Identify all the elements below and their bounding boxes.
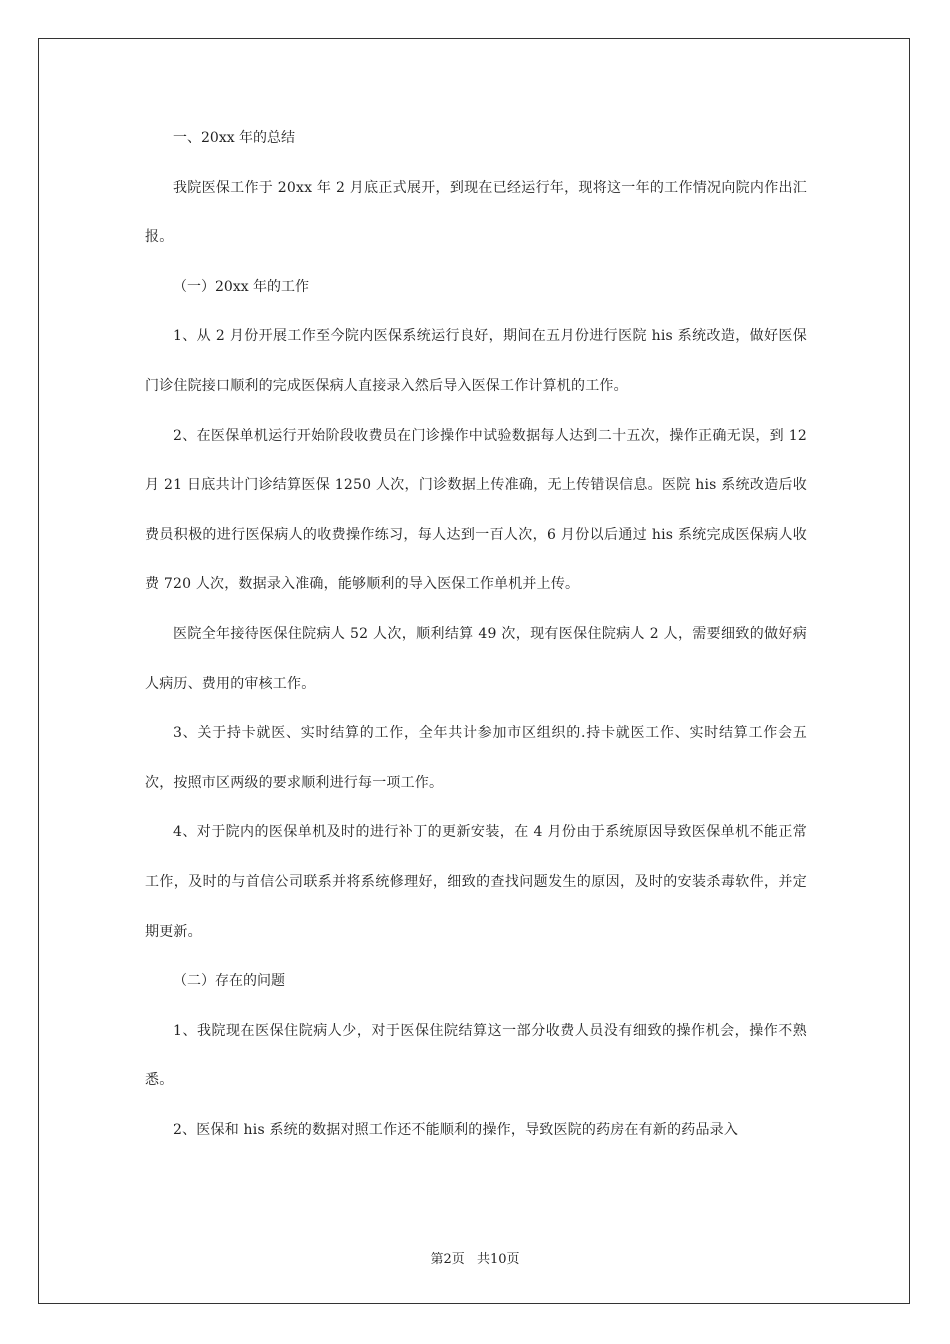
document-body — [145, 114, 807, 1155]
subsection-heading: （二）存在的问题 — [173, 973, 285, 990]
paragraph: 3、关于持卡就医、实时结算的工作，全年共计参加市区组织的.持卡就医工作、实时结算工作会五次，按照市区两级的要求顺利进行每一项工作。 — [145, 725, 807, 791]
paragraph: 医院全年接待医保住院病人 52 人次，顺利结算 49 次，现有医保住院病人 2 人，需要细致的做好病人病历、费用的审核工作。 — [145, 625, 807, 692]
paragraph: 2、医保和 his 系统的数据对照工作还不能顺利的操作，导致医院的药房在有新的药品录入 — [173, 1121, 739, 1138]
paragraph: 1、从 2 月份开展工作至今院内医保系统运行良好，期间在五月份进行医院 his 系统改造，做好医保门诊住院接口顺利的完成医保病人直接录入然后导入医保工作计算机的工作。 — [145, 328, 807, 394]
page-total: 共10页 — [476, 1252, 520, 1267]
page-number: 第2页 — [430, 1252, 465, 1267]
paragraph: 我院医保工作于 20xx 年 2 月底正式展开，到现在已经运行年，现将这一年的工作情况向院内作出汇报。 — [145, 179, 807, 246]
paragraph: 2、在医保单机运行开始阶段收费员在门诊操作中试验数据每人达到二十五次，操作正确无误，到 12 月 21 日底共计门诊结算医保 1250 人次，门诊数据上传准确，无上传错误信息。医院 his 系统改造后收费员积极的进行医保病人的收费操作练习，每人达到一百人次，6 月份以后通过 his 系统完成医保病人收费 720 人次，数据录入准确，能够顺利的导入医保工作单机并上传。 — [145, 427, 807, 593]
subsection-heading: （一）20xx 年的工作 — [173, 278, 310, 295]
page-footer — [0, 1248, 950, 1267]
paragraph: 4、对于院内的医保单机及时的进行补丁的更新安装，在 4 月份由于系统原因导致医保单机不能正常工作，及时的与首信公司联系并将系统修理好，细致的查找问题发生的原因，及时的安装杀毒软件，并定期更新。 — [145, 824, 807, 940]
section-heading: 一、20xx 年的总结 — [173, 130, 296, 146]
paragraph: 1、我院现在医保住院病人少，对于医保住院结算这一部分收费人员没有细致的操作机会，操作不熟悉。 — [145, 1022, 807, 1089]
